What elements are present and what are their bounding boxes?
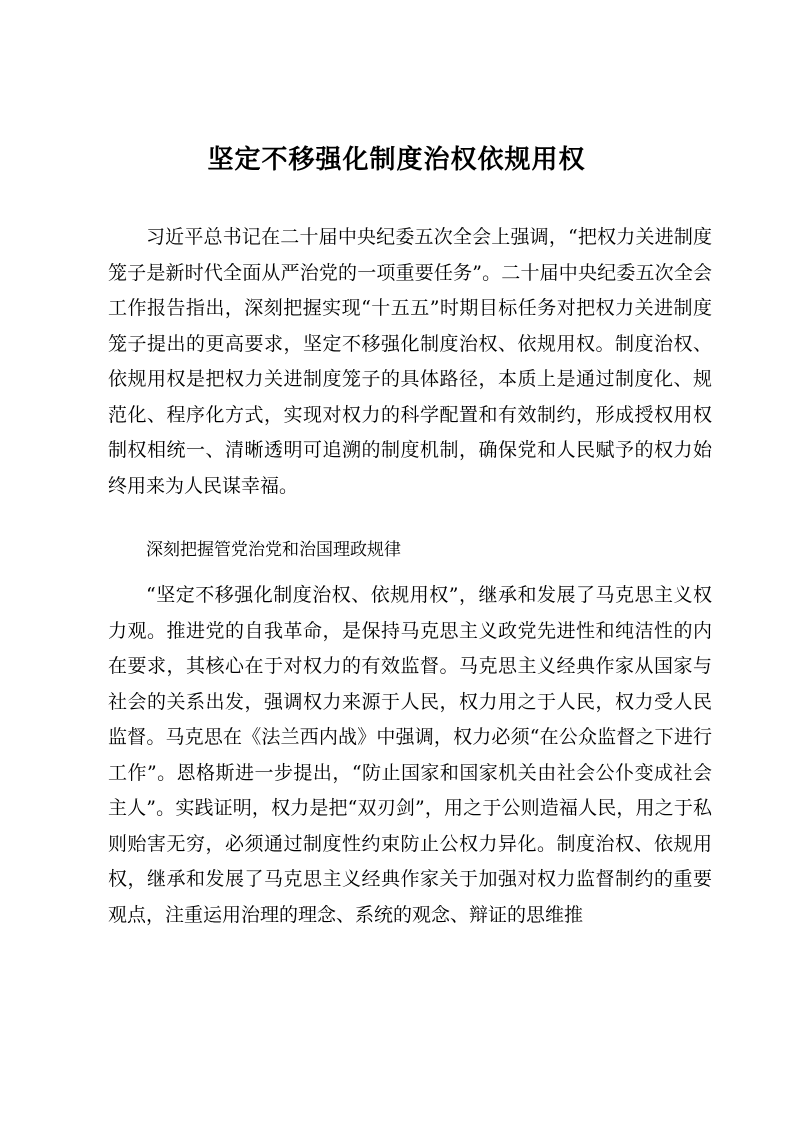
paragraph-body: “坚定不移强化制度治权、依规用权”，继承和发展了马克思主义权力观。推进党的自我革命，是保持马克思主义政党先进性和纯洁性的内在要求，其核心在于对权力的有效监督。马克思主义经典作家从国家与社会的关系出发，强调权力来源于人民，权力用之于人民，权力受人民监督。马克思在《法兰西内战》中强调，权力必须“在公众监督之下进行工作”。恩格斯进一步提出，“防止国家和国家机关由社会公仆变成社会主人”。实践证明，权力是把“双刃剑”，用之于公则造福人民，用之于私则贻害无穷，必须通过制度性约束防止公权力异化。制度治权、依规用权，继承和发展了马克思主义经典作家关于加强对权力监督制约的重要观点，注重运用治理的理念、系统的观念、辩证的思维推 (108, 584, 712, 926)
document-title: 坚定不移强化制度治权依规用权 (207, 145, 586, 175)
section-heading: 深刻把握管党治党和治国理政规律 (146, 540, 401, 560)
paragraph-intro: 习近平总书记在二十届中央纪委五次全会上强调，“把权力关进制度笼子是新时代全面从严治党的一项重要任务”。二十届中央纪委五次全会工作报告指出，深刻把握实现“十五五”时期目标任务对把权力关进制度笼子提出的更高要求，坚定不移强化制度治权、依规用权。制度治权、依规用权是把权力关进制度笼子的具体路径，本质上是通过制度化、规范化、程序化方式，实现对权力的科学配置和有效制约，形成授权用权制权相统一、清晰透明可追溯的制度机制，确保党和人民赋予的权力始终用来为人民谋幸福。 (108, 226, 712, 497)
